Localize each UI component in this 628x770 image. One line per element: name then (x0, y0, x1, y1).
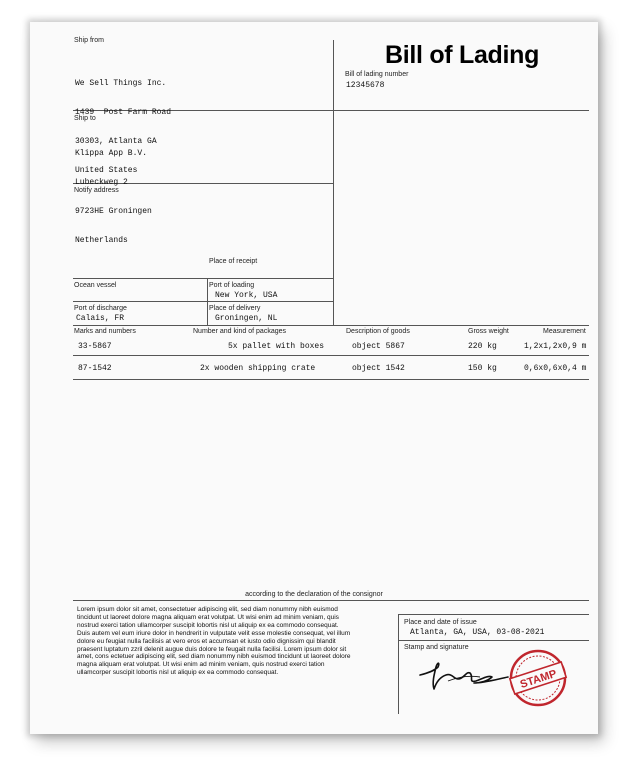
ship-from-label: Ship from (74, 37, 104, 44)
divider-ports-bottom (73, 325, 589, 326)
place-date-issue-label: Place and date of issue (404, 619, 477, 626)
place-date-issue-value: Atlanta, GA, USA, 03-08-2021 (410, 628, 545, 637)
table-header-marks: Marks and numbers (74, 328, 136, 335)
table-cell-description: object 1542 (352, 364, 405, 373)
place-of-delivery-label: Place of delivery (209, 305, 261, 312)
ship-to-line: 9723HE Groningen (75, 206, 152, 216)
ship-to-line: Lubeckweg 2 (75, 177, 128, 187)
table-cell-marks: 87-1542 (78, 364, 112, 373)
table-cell-weight: 220 kg (468, 342, 497, 351)
table-cell-measurement: 1,2x1,2x0,9 m (524, 342, 587, 351)
table-header-line (73, 355, 589, 356)
ship-from-line: 30303, Atlanta GA (75, 136, 157, 146)
port-of-loading-label: Port of loading (209, 282, 255, 289)
divider-title-bottom (334, 110, 589, 111)
ship-to-line: Netherlands (75, 235, 128, 245)
table-header-packages: Number and kind of packages (193, 328, 286, 335)
port-of-discharge-label: Port of discharge (74, 305, 127, 312)
ocean-vessel-label: Ocean vessel (74, 282, 117, 289)
table-row-line (73, 379, 589, 380)
terms-text: Lorem ipsum dolor sit amet, consectetuer adipiscing elit, sed diam nonummy nibh euismod tincidunt ut laoreet dolore magna aliquam erat volutpat. Ut wisi enim ad minim veniam, quis nostrud exerci tation ullamcorper suscipit lobortis nisl ut aliquip ex ea commodo consequat. Duis autem vel eum iriure dolor in hendrerit in vulputate velit esse molestie consequat, vel illum dolore eu feugiat nulla facilisis at vero eros et accumsan et iusto odio dignissim qui blandit praesent luptatum zzril delenit augue duis dolore te feugait nulla facilisi. Lorem ipsum dolor sit amet, cons ectetuer adipiscing elit, sed diam nonummy nibh euismod tincidunt ut laoreet dolore magna aliquam erat volutpat. Ut wisi enim ad minim veniam, quis nostrud exerci tation ullamcorper suscipit lobortis nisl ut aliquip ex ea commodo consequat. (77, 606, 351, 677)
issue-mid-line (398, 640, 589, 641)
table-header-weight: Gross weight (468, 328, 509, 335)
place-of-delivery-value: Groningen, NL (215, 314, 278, 323)
ship-from-line: United States (75, 165, 138, 175)
stamp-image (508, 648, 568, 708)
ship-to-line: Klippa App B.V. (75, 149, 148, 159)
table-cell-measurement: 0,6x0,6x0,4 m (524, 364, 587, 373)
table-cell-marks: 33-5867 (78, 342, 112, 351)
table-cell-weight: 150 kg (468, 364, 497, 373)
ship-from-line: 1439 Post Farm Road (75, 107, 172, 117)
stamp-signature-label: Stamp and signature (404, 644, 469, 651)
table-cell-packages: 5x pallet with boxes (228, 342, 325, 351)
ship-to-label: Ship to (74, 115, 96, 122)
center-divider (333, 40, 334, 325)
port-of-loading-value: New York, USA (215, 291, 278, 300)
place-of-receipt-label: Place of receipt (209, 258, 258, 265)
notify-address-label: Notify address (74, 187, 119, 194)
document-title: Bill of Lading (385, 41, 540, 69)
signature-image (418, 653, 518, 693)
table-header-description: Description of goods (346, 328, 410, 335)
bill-number-value: 12345678 (346, 81, 385, 90)
table-cell-packages: 2x wooden shipping crate (200, 364, 316, 373)
divider-vessel-bottom (73, 301, 333, 302)
stamp-text: STAMP (518, 667, 559, 691)
declaration-text: according to the declaration of the consignor (245, 591, 383, 598)
divider-vessel-col (207, 279, 208, 325)
port-of-discharge-value: Calais, FR (76, 314, 125, 323)
issue-col-line (398, 614, 399, 714)
bill-number-label: Bill of lading number (345, 71, 409, 78)
table-cell-description: object 5867 (352, 342, 405, 351)
declaration-line (73, 600, 589, 601)
issue-top-line (398, 614, 589, 615)
table-header-measurement: Measurement (543, 328, 586, 335)
ship-from-line: We Sell Things Inc. (75, 79, 167, 89)
divider-receipt-bottom (73, 278, 333, 279)
